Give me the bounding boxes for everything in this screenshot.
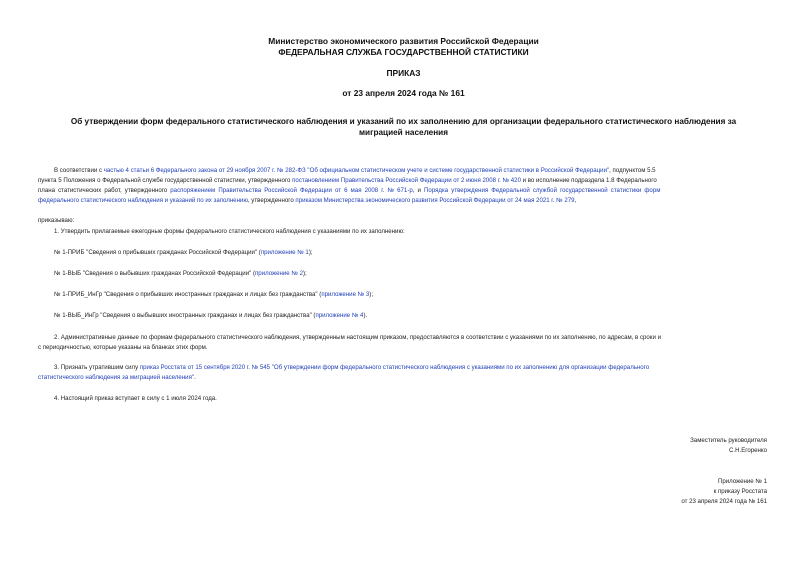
link-ministry-order-279[interactable]: приказом Министерства экономического развития Российской Федерации от 24 мая 2021 г. № 279 bbox=[295, 197, 575, 204]
item-2-line-2: с периодичностью, которые указаны на бланках этих форм. bbox=[38, 344, 208, 351]
form-item-1: № 1-ПРИБ "Сведения о прибывших гражданах Российской Федерации" (приложение № 1); bbox=[54, 249, 313, 256]
link-approval-procedure[interactable]: Порядка утверждения Федеральной службой государственной статистики форм bbox=[424, 187, 661, 194]
preamble-line-4: федерального статистического наблюдения и указаний по их заполнению, утвержденного приказом Министерства экономического развития Российской Федерации от 24 мая 2021 г. № 279, bbox=[38, 197, 577, 204]
preamble-line-2: пункта 5 Положения о Федеральной службе государственной статистики, утвержденного постановлением Правительства Российской Федерации от 2 июня 2008 г. № 420 и во исполнение подраздела 1.8 Федерального bbox=[38, 177, 657, 184]
link-appendix-1[interactable]: приложение № 1 bbox=[260, 249, 309, 256]
appendix-label: Приложение № 1 bbox=[717, 478, 767, 485]
form-item-2: № 1-ВЫБ "Сведения о выбывших гражданах Российской Федерации" (приложение № 2); bbox=[54, 270, 307, 277]
document-title-line-1: Об утверждении форм федерального статистического наблюдения и указаний по их заполнению для организации федерального статистического наблюдения за bbox=[70, 117, 737, 126]
form-item-4: № 1-ВЫБ_ИнГр "Сведения о выбывших иностранных гражданах и лицах без гражданства" (приложение № 4). bbox=[54, 312, 368, 319]
document-date-number: от 23 апреля 2024 года № 161 bbox=[342, 88, 465, 98]
preamble-line-3: плана статистических работ, утвержденного распоряжением Правительства Российской Федерации от 6 мая 2008 г. № 671-р, и Порядка утверждения Федеральной службой государственной статистики форм bbox=[38, 187, 661, 194]
link-rosstat-order-545-cont[interactable]: статистического наблюдения за миграцией населения" bbox=[38, 374, 195, 381]
item-4: 4. Настоящий приказ вступает в силу с 1 июля 2024 года. bbox=[54, 395, 217, 402]
link-rosstat-order-545[interactable]: приказ Росстата от 15 сентября 2020 г. № 545 "Об утверждении форм федерального статистического наблюдения с указаниями по их заполнению для организации федерального bbox=[139, 364, 650, 371]
ministry-name: Министерство экономического развития Российской Федерации bbox=[268, 36, 539, 46]
signatory-name: С.Н.Егоренко bbox=[729, 447, 767, 454]
link-appendix-3[interactable]: приложение № 3 bbox=[321, 291, 370, 298]
item-1: 1. Утвердить прилагаемые ежегодные формы федерального статистического наблюдения с указаниями по их заполнению: bbox=[54, 228, 405, 235]
document-title-line-2: миграцией населения bbox=[359, 128, 448, 137]
preamble-line-1: В соответствии с частью 4 статьи 6 Федерального закона от 29 ноября 2007 г. № 282-ФЗ "Об официальном статистическом учете и системе государственной статистики в Российской Федерации", подпунктом 5.5 bbox=[54, 167, 656, 174]
link-government-order-671[interactable]: распоряжением Правительства Российской Федерации от 6 мая 2008 г. № 671-р bbox=[170, 187, 413, 194]
item-2-line-1: 2. Административные данные по формам федерального статистического наблюдения, утвержденным настоящим приказом, предоставляются в соответствии с указаниями по их заполнению, по адресам, в сроки и bbox=[54, 334, 661, 341]
item-3-line-1: 3. Признать утратившим силу приказ Росстата от 15 сентября 2020 г. № 545 "Об утверждении форм федерального статистического наблюдения с указаниями по их заполнению для организации федерального bbox=[54, 364, 650, 371]
form-item-3: № 1-ПРИБ_ИнГр "Сведения о прибывших иностранных гражданах и лицах без гражданства" (приложение № 3); bbox=[54, 291, 374, 298]
link-appendix-4[interactable]: приложение № 4 bbox=[315, 312, 364, 319]
service-name: ФЕДЕРАЛЬНАЯ СЛУЖБА ГОСУДАРСТВЕННОЙ СТАТИСТИКИ bbox=[278, 47, 529, 57]
link-approval-procedure-cont[interactable]: федерального статистического наблюдения и указаний по их заполнению bbox=[38, 197, 248, 204]
item-3-line-2: статистического наблюдения за миграцией населения". bbox=[38, 374, 196, 381]
appendix-reference: к приказу Росстата bbox=[713, 488, 767, 495]
order-word: приказываю: bbox=[38, 217, 75, 224]
link-government-decree-420[interactable]: постановлением Правительства Российской Федерации от 2 июня 2008 г. № 420 bbox=[292, 177, 521, 184]
link-federal-law-282[interactable]: частью 4 статьи 6 Федерального закона от 29 ноября 2007 г. № 282-ФЗ "Об официальном статистическом учете и системе государственной статистики в Российской Федерации" bbox=[103, 167, 610, 174]
link-appendix-2[interactable]: приложение № 2 bbox=[255, 270, 303, 277]
document-type: ПРИКАЗ bbox=[386, 68, 421, 78]
signatory-position: Заместитель руководителя bbox=[690, 437, 767, 444]
appendix-date-number: от 23 апреля 2024 года № 161 bbox=[681, 498, 767, 505]
